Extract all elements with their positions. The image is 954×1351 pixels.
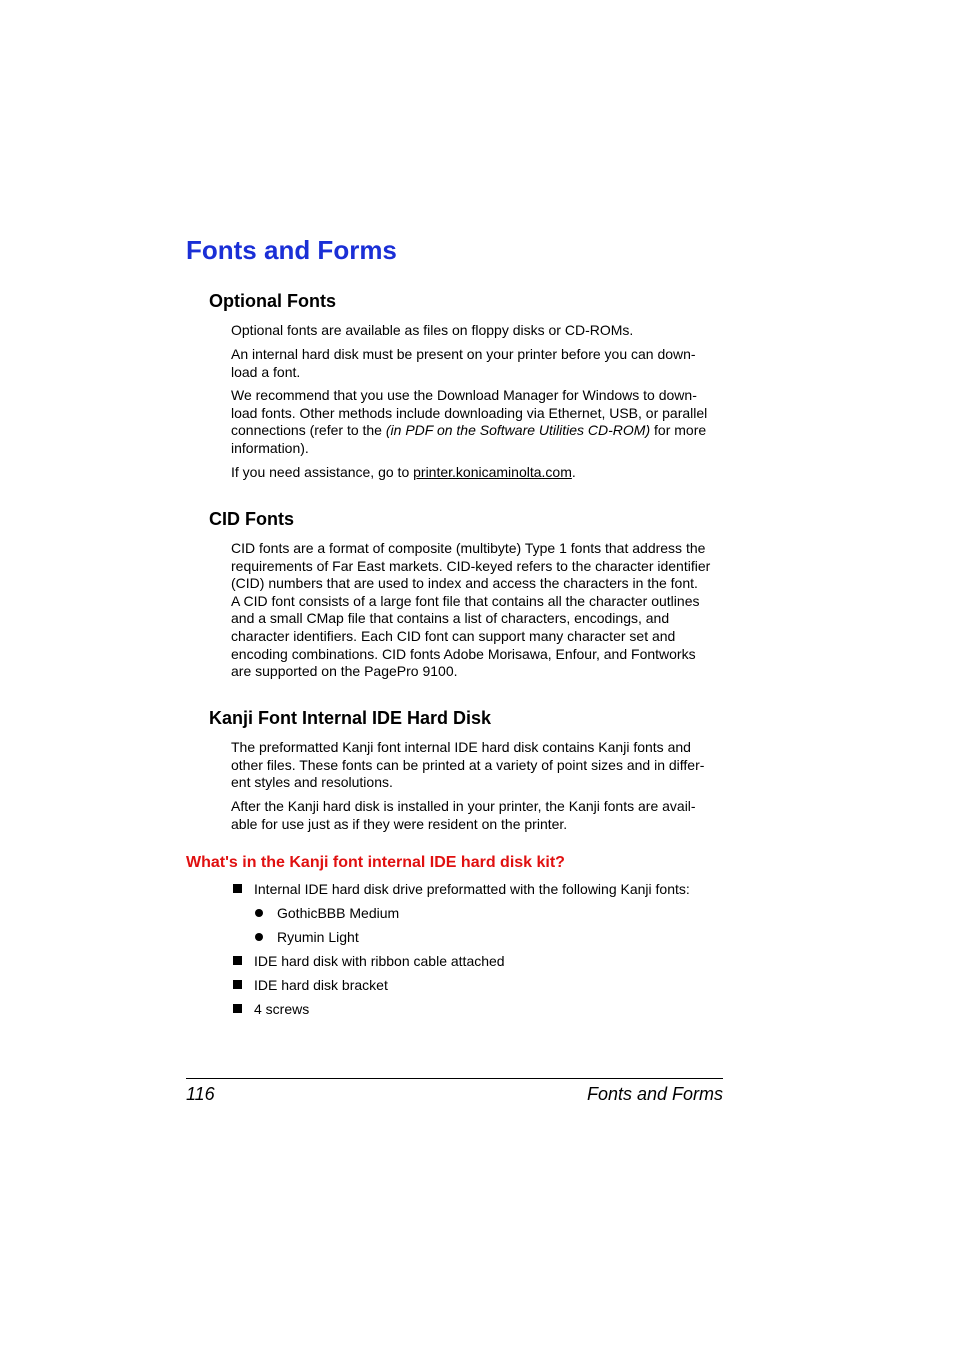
kanji-heading: Kanji Font Internal IDE Hard Disk [209,708,492,728]
round-bullet-icon [255,933,263,941]
optional-fonts-paragraph-2: An internal hard disk must be present on your printer before you can down- load a font. [231,346,696,380]
footer-chapter-title: Fonts and Forms [586,1084,723,1104]
optional-fonts-paragraph-1: Optional fonts are available as files on floppy disks or CD-ROMs. [231,322,634,338]
optional-fonts-paragraph-4: If you need assistance, go to printer.konicaminolta.com. [231,464,576,480]
kit-subitem-ryumin: Ryumin Light [277,929,359,945]
round-bullet-icon [255,909,263,917]
square-bullet-icon [233,884,242,893]
kit-subitem-gothicbbb: GothicBBB Medium [277,905,400,921]
konica-minolta-link[interactable]: printer.konicaminolta.com [413,464,572,480]
page-title: Fonts and Forms [186,235,397,265]
square-bullet-icon [233,1004,242,1013]
kit-item-bracket: IDE hard disk bracket [254,977,388,993]
software-utilities-cd-reference: (in PDF on the Software Utilities CD-ROM) [385,422,651,439]
square-bullet-icon [233,956,242,965]
kit-item-ribbon-cable: IDE hard disk with ribbon cable attached [254,953,505,969]
kit-heading: What's in the Kanji font internal IDE hard disk kit? [186,854,565,871]
kanji-paragraph-2: After the Kanji hard disk is installed in your printer, the Kanji fonts are avail- able for use just as if they were resident on the printer. [231,798,696,832]
optional-fonts-paragraph-3: We recommend that you use the Download Manager for Windows to down- load fonts. Other methods include downloading via Ethernet, USB, or parallel connections (refer to the (in PDF on the Software Utilities CD-ROM) for more information). [231,387,708,456]
optional-fonts-heading: Optional Fonts [209,291,336,311]
kit-item-screws: 4 screws [254,1001,310,1017]
kanji-paragraph-1: The preformatted Kanji font internal IDE hard disk contains Kanji fonts and other files. These fonts can be printed at a variety of point sizes and in differ- ent styles and resolutions. [231,739,705,791]
cid-fonts-heading: CID Fonts [209,509,294,529]
footer-rule [186,1078,723,1079]
footer-page-number: 116 [186,1084,215,1104]
cid-fonts-paragraph: CID fonts are a format of composite (multibyte) Type 1 fonts that address the requirements of Far East markets. CID-keyed refers to the character identifier (CID) numbers that are used to index and access the characters in the font. A CID font consists of a large font file that contains all the character outlines and a small CMap file that contains a list of characters, encodings, and character identifiers. Each CID font can support many character set and encoding combinations. CID fonts Adobe Morisawa, Enfour, and Fontworks are supported on the PagePro 9100. [231,540,711,680]
square-bullet-icon [233,980,242,989]
kit-item-hard-disk-drive: Internal IDE hard disk drive preformatted with the following Kanji fonts: [254,881,690,897]
